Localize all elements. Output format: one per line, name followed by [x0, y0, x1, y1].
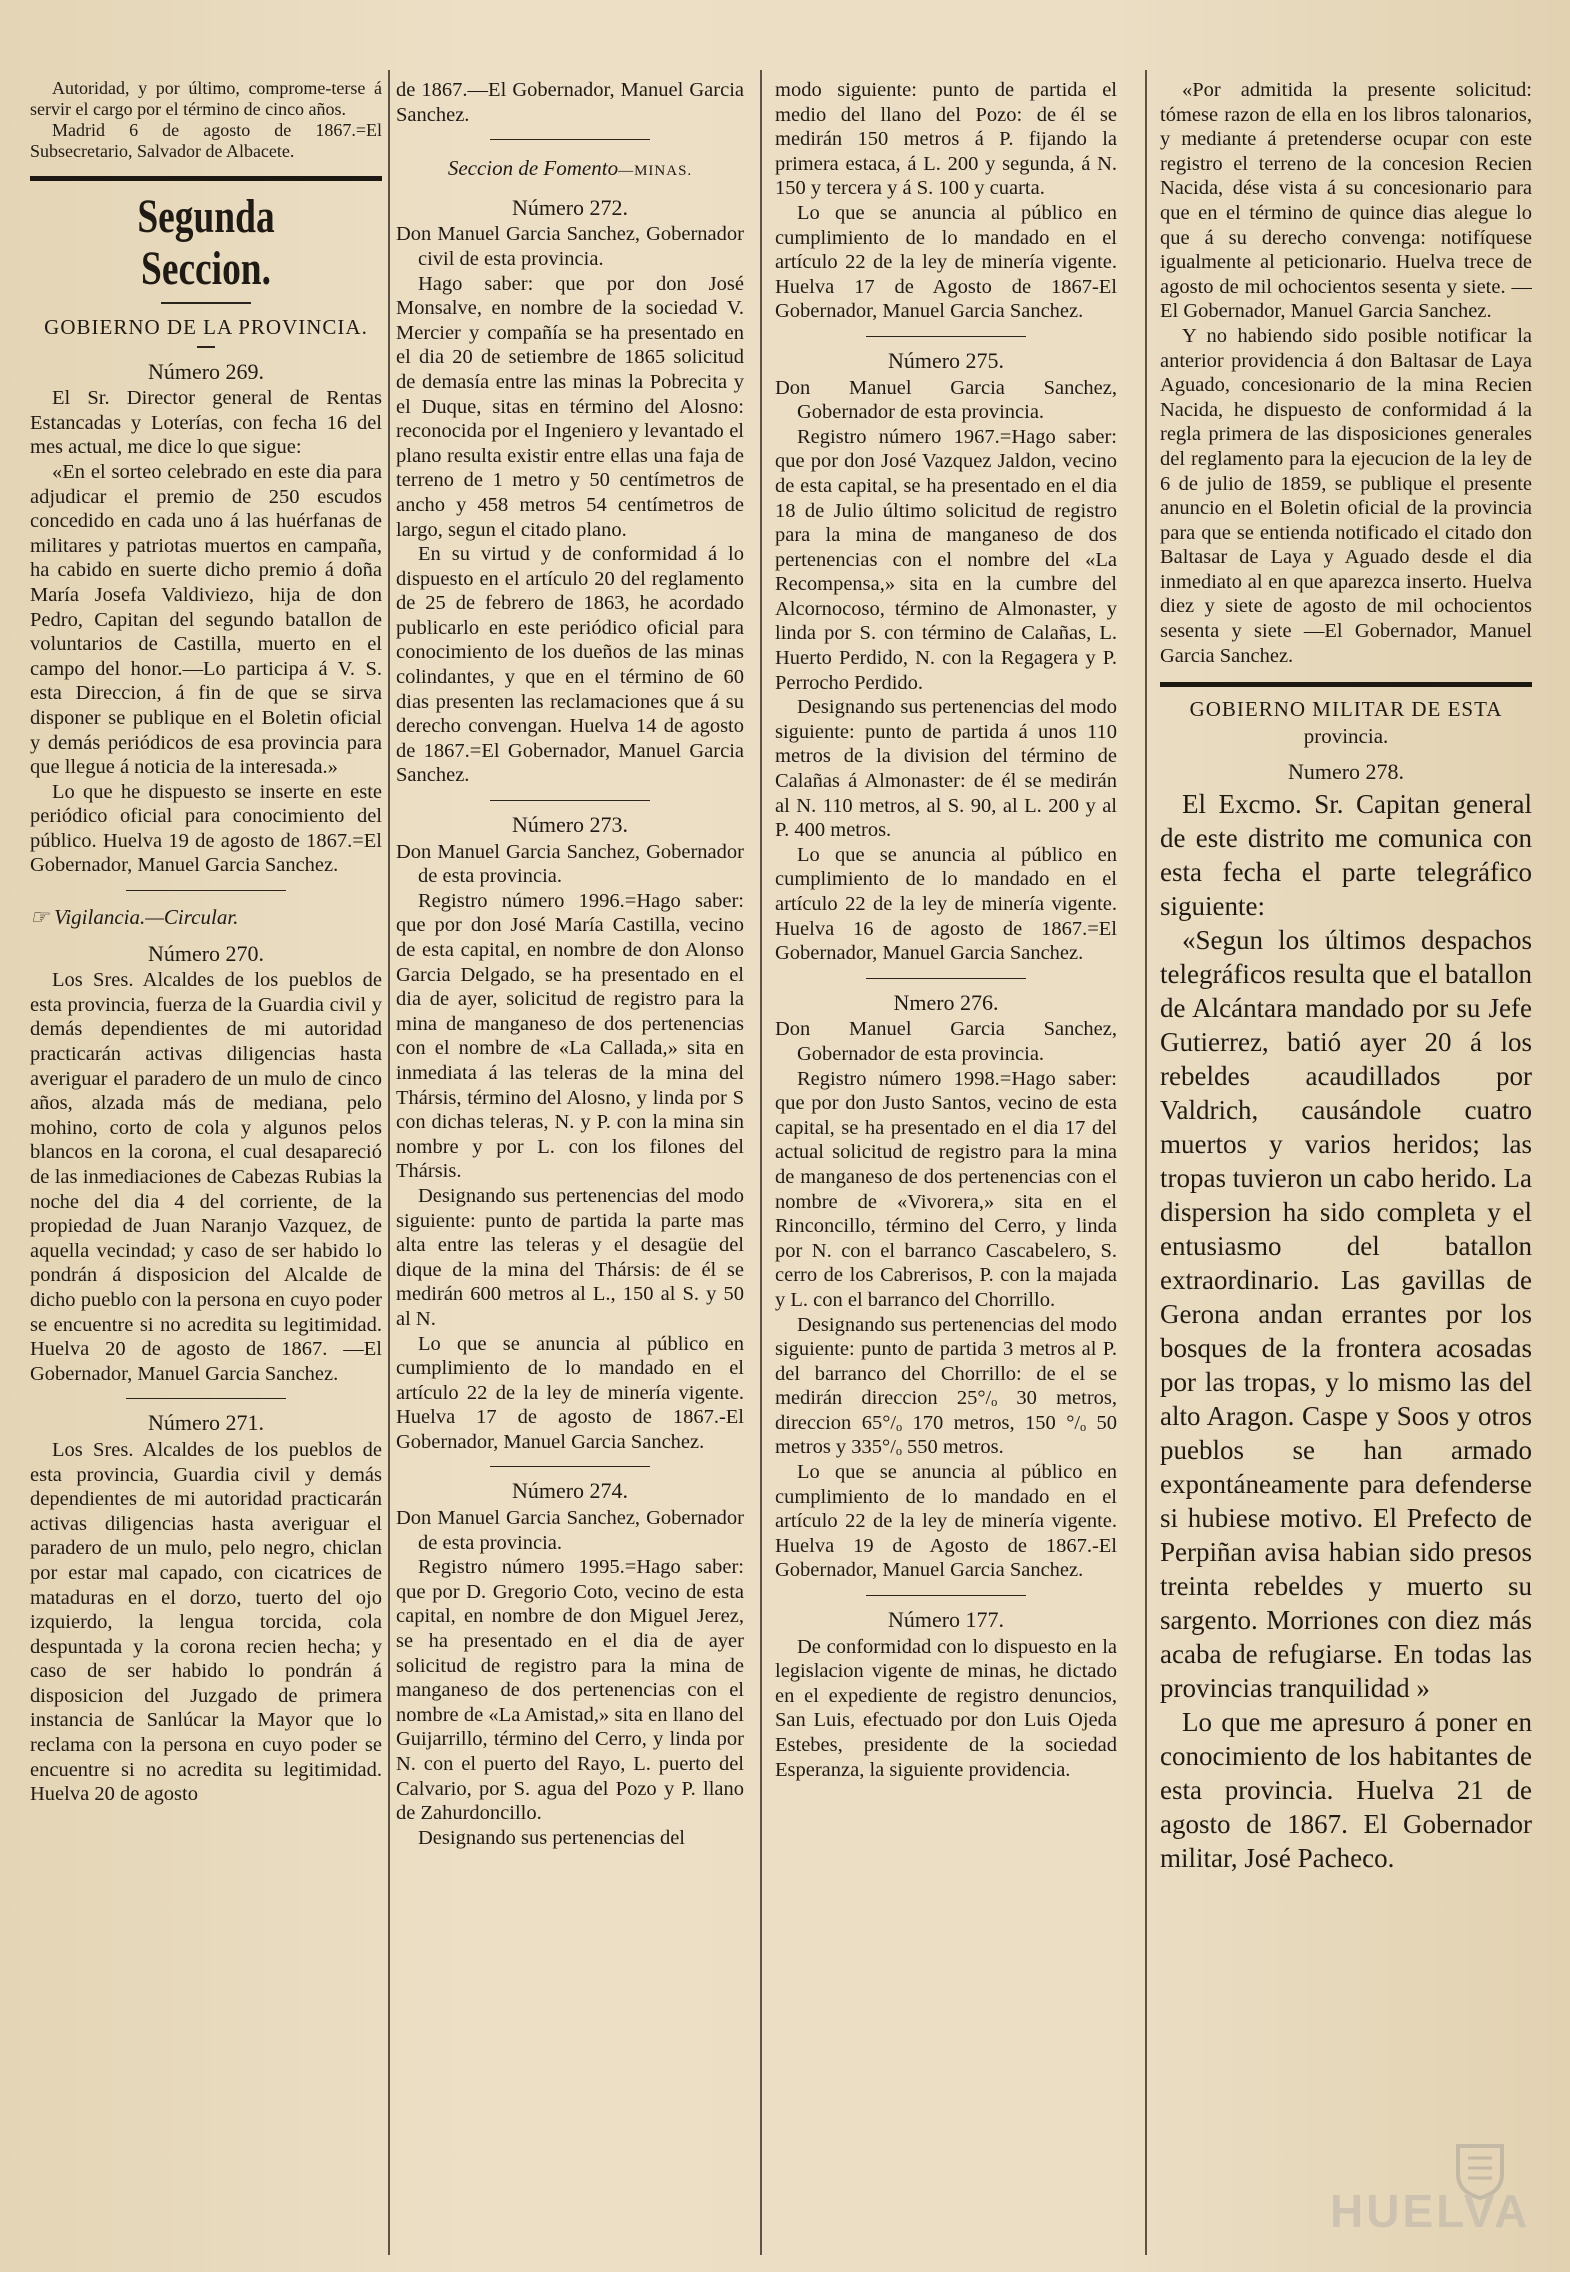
- column-rule: [760, 70, 762, 2255]
- paragraph: En su virtud y de conformidad á lo dispuesto en el artículo 20 del reglamento de 25 de febrero de 1863, he acordado publicarlo en este periódico oficial para conocimiento de los dueños de las minas colindantes, y que en el término de 60 dias presenten las reclamaciones que á su derecho convengan. Huelva 14 de agosto de 1867.=El Gobernador, Manuel Garcia Sanchez.: [396, 543, 744, 787]
- notice-number: Número 273.: [511, 812, 629, 838]
- heading-provincia: provincia.: [1303, 723, 1389, 748]
- divider: [126, 890, 286, 891]
- archive-watermark: [1300, 2140, 1531, 2240]
- section-title: Segunda Seccion.: [137, 190, 275, 295]
- paragraph: modo siguiente: punto de partida el medio del llano del Pozo: de él se medirán 150 metros á P. fijando la primera estaca, á L. 200 y segunda, á N. 150 y tercera y á S. 100 y cuarta.: [775, 79, 1117, 200]
- paragraph: Registro número 1995.=Hago saber: que por D. Gregorio Coto, vecino de esta capital, en nombre de don Miguel Jerez, se ha presentado en el dia de ayer solicitud de registro para la mina de manganeso de dos pertenencias con el nombre de «La Amistad,» sita en llano del Guijarrillo, término del Cerro, y linda por N. con el puerto del Rayo, L. puerto del Calvario, por S. agua del Pozo y P. llano de Zahurdoncillo.: [396, 1556, 744, 1825]
- paragraph: Autoridad, y por último, comprome-terse á servir el cargo por el término de cinco años.: [30, 78, 382, 119]
- notice-author: Don Manuel Garcia Sanchez, Gobernador de esta provincia.: [775, 1018, 1117, 1065]
- notice-number: Número 269.: [147, 358, 265, 384]
- paragraph: «En el sorteo celebrado en este dia para adjudicar el premio de 250 escudos concedido en cada uno á las huérfanas de militares y patriotas muertos en campaña, ha cabido en suerte dicho premio á doña María Josefa Valdiviezo, hija de don Pedro, Capitan del segundo batallon de voluntarios de Castilla, muerto en el campo del honor.—Lo participa á V. S. esta Direccion, á fin de que se sirva disponer se publique en el Boletin oficial y demás periódicos de esa provincia para que llegue á noticia de la interesada.»: [30, 460, 382, 779]
- paragraph: Registro número 1967.=Hago saber: que por don José Vazquez Jaldon, vecino de esta capital, se ha presentado en el dia 18 de Julio último solicitud de registro para la mina de manganeso de dos pertenencias con el nombre del «La Recompensa,» sita en la cumbre del Alcornocoso, término de Almonaster, y linda por S. con término de Calañas, L. Huerto Perdido, N. con la Regagera y P. Perrocho Perdido.: [775, 425, 1117, 694]
- divider: [866, 978, 1026, 979]
- paragraph: Lo que se anuncia al público en cumplimiento de lo mandado en el artículo 22 de la ley de minería vigente. Huelva 17 de Agosto de 1867-El Gobernador, Manuel Garcia Sanchez.: [775, 201, 1117, 323]
- notice-number: Número 275.: [887, 347, 1005, 373]
- paragraph: Lo que se anuncia al público en cumplimiento de lo mandado en el artículo 22 de la ley de minería vigente. Huelva 16 de agosto de 1867.=El Gobernador, Manuel Garcia Sanchez.: [775, 843, 1117, 965]
- divider: [490, 1466, 650, 1467]
- paragraph: «Por admitida la presente solicitud: tómese razon de ella en los libros talonarios, y mediante á pretenderse ocupar con este registro el terreno de la concesion Recien Nacida, dése vista á su concesionario para que en el término de quince dias alegue lo que á su derecho convenga: notifíquese igualmente al peticionario. Huelva trece de agosto de mil ochocientos sesenta y siete. —El Gobernador, Manuel Garcia Sanchez.: [1160, 79, 1532, 323]
- paragraph: Designando sus pertenencias del modo siguiente: punto de partida 3 metros al P. del barranco del Chorrillo: de el se medirán direccion 25°/ₒ 30 metros, direccion 65°/ₒ 170 metros, 150 °/ₒ 50 metros y 335°/ₒ 550 metros.: [775, 1313, 1117, 1459]
- paragraph: Designando sus pertenencias del modo siguiente: punto de partida á unos 110 metros de la division del término de Calañas á Almonaster: de él se medirán al N. 110 metros, al S. 90, al L. 200 y al P. 400 metros.: [775, 696, 1117, 842]
- paragraph: Lo que se anuncia al público en cumplimiento de lo mandado en el artículo 22 de la ley de minería vigente. Huelva 19 de Agosto de 1867.-El Gobernador, Manuel Garcia Sanchez.: [775, 1461, 1117, 1582]
- column-1: [30, 78, 382, 2248]
- divider: [866, 336, 1026, 337]
- paragraph: Y no habiendo sido posible notificar la anterior providencia á don Baltasar de Laya Aguado, concesionario de la mina Recien Nacida, he dispuesto de conformidad á la regla primera de las disposiciones generales del reglamento para la ejecucion de la ley de 6 de julio de 1859, se publique el presente anuncio en el Boletin oficial de la provincia para que se entienda notificado el citado don Baltasar de Laya y Aguado desde el dia inmediato al en que aparezca inserto. Huelva diez y siete de agosto de mil ochocientos sesenta y siete —El Gobernador, Manuel Garcia Sanchez.: [1160, 324, 1532, 667]
- column-2: [396, 78, 744, 2248]
- paragraph: Madrid 6 de agosto de 1867.=El Subsecretario, Salvador de Albacete.: [30, 120, 382, 161]
- dash-divider: [197, 346, 215, 348]
- heading-gobierno-militar: GOBIERNO MILITAR DE ESTA: [1189, 697, 1503, 722]
- notice-number: Número 274.: [511, 1478, 629, 1504]
- notice-number: Número 272.: [511, 194, 629, 220]
- divider: [866, 1595, 1026, 1596]
- divider: [490, 800, 650, 801]
- column-rule: [388, 70, 390, 2255]
- paragraph: Lo que se anuncia al público en cumplimiento de lo mandado en el artículo 22 de la ley de minería vigente. Huelva 17 de agosto de 1867.-El Gobernador, Manuel Garcia Sanchez.: [396, 1332, 744, 1453]
- divider: [126, 1398, 286, 1399]
- paragraph: Hago saber: que por don José Monsalve, en nombre de la sociedad V. Mercier y compañía se ha presentado en el dia 20 de setiembre de 1865 solicitud de demasía entre las minas la Pobrecita y el Duque, sitas en término del Alosno: reconocida por el Ingeniero y levantado el plano resulta existir entre ellas una faja de terreno de 1 metro y 50 centímetros de ancho y 458 metros 54 centímetros de largo, segun el citado plano.: [396, 272, 744, 541]
- hand-icon: ☞: [30, 905, 55, 930]
- paragraph: El Excmo. Sr. Capitan general de este distrito me comunica con esta fecha el parte telegráfico siguiente:: [1160, 789, 1532, 922]
- notice-number: Nmero 276.: [893, 989, 999, 1015]
- paragraph: Registro número 1996.=Hago saber: que por don José María Castilla, vecino de esta capital, en nombre de don Alonso Garcia Delgado, se ha presentado en el dia de ayer, solicitud de registro para la mina de manganeso de dos pertenencias con el nombre de «La Callada,» sita en inmediata á las teleras de la mina del Thársis, término del Alosno, y linda por S con dichas teleras, N. y P. con la mina sin nombre y por L. con los filones del Thársis.: [396, 889, 744, 1183]
- divider: [490, 139, 650, 140]
- paragraph: «Segun los últimos despachos telegráficos resulta que el batallon de Alcántara mandado por su Jefe Gutierrez, batió ayer 20 á los rebeldes acaudillados por Valdrich, causándole cuatro muertos y varios heridos; las tropas tuvieron un cabo herido. La dispersion ha sido completa y el entusiasmo del batallon extraordinario. Las gavillas de Gerona andan errantes por los bosques de la frontera acosadas por las tropas, y lo mismo las del alto Aragon. Caspe y Soos y otros pueblos se han armado expontáneamente para defenderse si hubiese motivo. El Prefecto de Perpiñan avisa habian sido presos treinta rebeldes y muerto su sargento. Morriones con diez más acaba de refugiarse. En todas las provincias tranquilidad »: [1160, 925, 1532, 1704]
- column-4: [1160, 78, 1532, 2248]
- paragraph: El Sr. Director general de Rentas Estancadas y Loterías, con fecha 16 del mes actual, me dice lo que sigue:: [30, 387, 382, 459]
- notice-author: Don Manuel Garcia Sanchez, Gobernador de esta provincia.: [775, 376, 1117, 424]
- paragraph: Lo que me apresuro á poner en conocimiento de los habitantes de esta provincia. Huelva 21 de agosto de 1867. El Gobernador militar, José Pacheco.: [1160, 1707, 1532, 1874]
- paragraph: Designando sus pertenencias del modo siguiente: punto de partida la parte mas alta entre las teleras y el desagüe del dique de la mina del Thársis: de él se medirán 600 metros al L., 150 al S. y 50 al N.: [396, 1184, 744, 1330]
- paragraph: Lo que he dispuesto se inserte en este periódico oficial para conocimiento del público. Huelva 19 de agosto de 1867.=El Gobernador, Manuel Garcia Sanchez.: [30, 780, 382, 877]
- column-rule: [1145, 70, 1147, 2255]
- heading-vigilancia: ☞ Vigilancia.—Circular.: [30, 905, 239, 930]
- watermark-text: HUELVA: [1330, 2185, 1531, 2237]
- notice-number: Número 271.: [147, 1410, 265, 1436]
- section-divider: [30, 176, 382, 181]
- paragraph: Registro número 1998.=Hago saber: que por don Justo Santos, vecino de esta capital, se ha presentado en el dia 17 del actual solicitud de registro para la mina de manganeso de dos pertenencias con el nombre de «Vivorera,» sita en el Rinconcillo, término del Cerro, y linda por N. con el barranco Cascabelero, S. cerro de los Cabrerisos, P. con la majada y L. con el barranco del Chorrillo.: [775, 1067, 1117, 1311]
- section-divider: [1160, 682, 1532, 687]
- paragraph: Los Sres. Alcaldes de los pueblos de esta provincia, fuerza de la Guardia civil y demás dependientes de mi autoridad practicarán activas diligencias hasta averiguar el paradero de un mulo de cinco años, alzada más de mediana, pelo mohino, corto de cola y algunos pelos blancos en la corona, el cual desapareció de las inmediaciones de Cabezas Rubias la noche del dia 4 del corriente, de la propiedad de Juan Naranjo Vazquez, de aquella vecindad; y caso de ser habido lo pondrán á disposicion del Alcalde de dicho pueblo con la persona en cuyo poder se encuentre si no acredita su legitimidad. Huelva 20 de agosto de 1867. —El Gobernador, Manuel Garcia Sanchez.: [30, 969, 382, 1385]
- notice-number: Número 270.: [147, 940, 265, 966]
- column-3: [775, 78, 1117, 2248]
- notice-number: Numero 278.: [1287, 759, 1405, 785]
- notice-author: Don Manuel Garcia Sanchez, Gobernador de esta provincia.: [396, 840, 744, 888]
- heading-gobierno: GOBIERNO DE LA PROVINCIA.: [44, 315, 368, 339]
- paragraph: de 1867.—El Gobernador, Manuel Garcia Sanchez.: [396, 79, 744, 126]
- notice-number: Número 177.: [887, 1607, 1005, 1633]
- ornament-divider: [151, 299, 261, 305]
- paragraph: Los Sres. Alcaldes de los pueblos de esta provincia, Guardia civil y demás dependientes de mi autoridad practicarán activas diligencias hasta averiguar el paradero de un mulo, pelo negro, chiclan por estar mal capado, con cicatrices de mataduras en el dorzo, tuerto del ojo izquierdo, la lengua torcida, cola despuntada y la corona recien hecha; y caso de ser habido lo pondrán á disposicion del Juzgado de primera instancia de Sanlúcar la Mayor que lo reclama con la persona en cuyo poder se encuentre si no acredita su legitimidad. Huelva 20 de agosto: [30, 1438, 382, 1806]
- notice-author: Don Manuel Garcia Sanchez, Gobernador civil de esta provincia.: [396, 223, 744, 270]
- paragraph: Designando sus pertenencias del: [418, 1826, 685, 1849]
- heading-fomento: Seccion de Fomento—MINAS.: [447, 156, 693, 181]
- paragraph: De conformidad con lo dispuesto en la legislacion vigente de minas, he dictado en el expediente de registro denuncios, San Luis, efectuado por don Luis Ojeda Estebes, presidente de la sociedad Esperanza, la siguiente providencia.: [775, 1635, 1117, 1781]
- notice-author: Don Manuel Garcia Sanchez, Gobernador de esta provincia.: [396, 1507, 744, 1554]
